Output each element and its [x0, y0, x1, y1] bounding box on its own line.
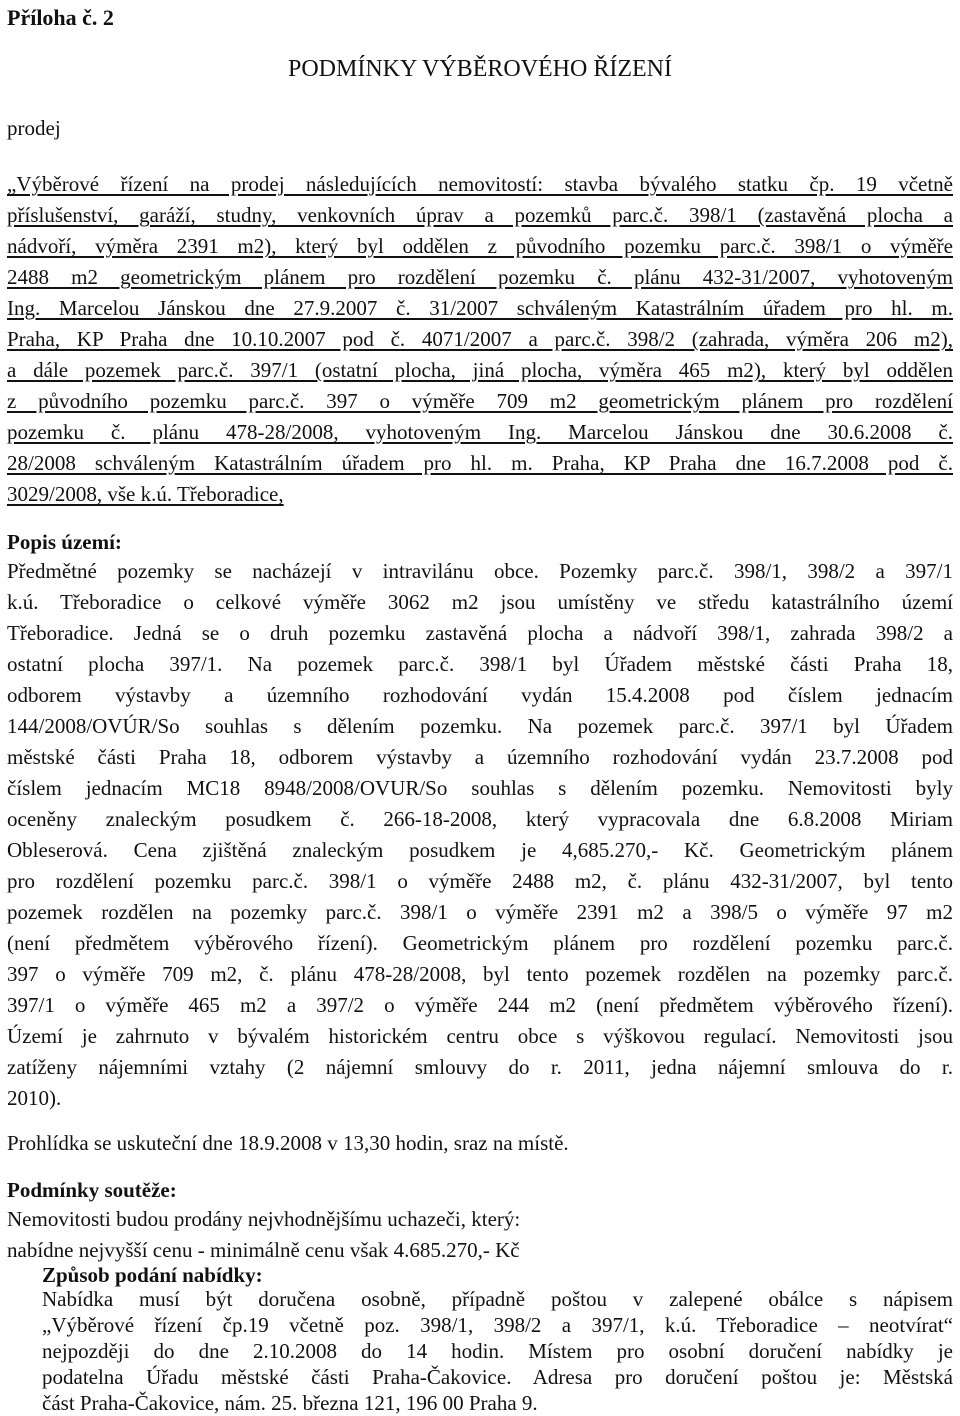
- submission-line: „Výběrové řízení čp.19 včetně poz. 398/1, 398/2 a 397/1, k.ú. Třeboradice – neotvírat“: [42, 1313, 953, 1337]
- area-line: Obleserová. Cena zjištěná znaleckým posudkem je 4,685.270,- Kč. Geometrickým plánem: [7, 838, 953, 862]
- area-line: Území je zahrnuto v bývalém historickém centru obce s výškovou regulací. Nemovitosti jsou: [7, 1024, 953, 1048]
- subject-line: 28/2008 schváleným Katastrálním úřadem pro hl. m. Praha, KP Praha dne 16.7.2008 pod č.: [7, 451, 953, 475]
- area-line: oceněny znaleckým posudkem č. 266-18-2008, který vypracovala dne 6.8.2008 Miriam: [7, 807, 953, 831]
- subject-line: pozemku č. plánu 478-28/2008, vyhotoveným Ing. Marcelou Jánskou dne 30.6.2008 č.: [7, 420, 953, 444]
- area-line: pozemek rozdělen na pozemky parc.č. 398/1 o výměře 2391 m2 a 398/5 o výměře 97 m2: [7, 900, 953, 924]
- conditions-heading: Podmínky soutěže:: [7, 1178, 177, 1202]
- area-line: k.ú. Třeboradice o celkové výměře 3062 m2 jsou umístěny ve středu katastrálního území: [7, 590, 953, 614]
- area-line: odborem výstavby a územního rozhodování vydán 15.4.2008 pod číslem jednacím: [7, 683, 953, 707]
- area-heading: Popis území:: [7, 530, 122, 554]
- area-line: 2010).: [7, 1086, 62, 1110]
- attachment-label: Příloha č. 2: [7, 5, 114, 30]
- submission-line: Nabídka musí být doručena osobně, případně poštou v zalepené obálce s nápisem: [42, 1287, 953, 1311]
- conditions-line: nabídne nejvyšší cenu - minimálně cenu však 4.685.270,- Kč: [7, 1238, 520, 1262]
- area-line: Třeboradice. Jedná se o druh pozemku zastavěná plocha a nádvoří 398/1, zahrada 398/2 a: [7, 621, 953, 645]
- area-line: zatíženy nájemními vztahy (2 nájemní smlouvy do r. 2011, jedna nájemní smlouva do r.: [7, 1055, 953, 1079]
- submission-line: část Praha-Čakovice, nám. 25. března 121, 196 00 Praha 9.: [42, 1391, 538, 1415]
- subject-line: 3029/2008, vše k.ú. Třeboradice,: [7, 482, 284, 506]
- area-line: 144/2008/OVÚR/So souhlas s dělením pozemku. Na pozemek parc.č. 397/1 byl Úřadem: [7, 714, 953, 738]
- subject-line: příslušenství, garáží, studny, venkovních úprav a pozemků parc.č. 398/1 (zastavěná plocha a: [7, 203, 953, 227]
- subject-line: Ing. Marcelou Jánskou dne 27.9.2007 č. 31/2007 schváleným Katastrálním úřadem pro hl. m.: [7, 296, 953, 320]
- subject-line: nádvoří, výměra 2391 m2), který byl oddělen z původního pozemku parc.č. 398/1 o výměře: [7, 234, 953, 258]
- conditions-line: Nemovitosti budou prodány nejvhodnějšímu uchazeči, který:: [7, 1207, 521, 1231]
- subject-line: „Výběrové řízení na prodej následujících nemovitostí: stavba bývalého statku čp. 19 včetně: [7, 172, 953, 196]
- document-title: PODMÍNKY VÝBĚROVÉHO ŘÍZENÍ: [288, 56, 672, 82]
- subject-line: Praha, KP Praha dne 10.10.2007 pod č. 4071/2007 a parc.č. 398/2 (zahrada, výměra 206 m2),: [7, 327, 953, 351]
- area-line: číslem jednacím MC18 8948/2008/OVUR/So souhlas s dělením pozemku. Nemovitosti byly: [7, 776, 953, 800]
- area-line: 397/1 o výměře 465 m2 a 397/2 o výměře 244 m2 (není předmětem výběrového řízení).: [7, 993, 953, 1017]
- area-line: městské části Praha 18, odborem výstavby a územního rozhodování vydán 23.7.2008 pod: [7, 745, 953, 769]
- submission-heading: Způsob podání nabídky:: [42, 1263, 263, 1287]
- subject-line: 2488 m2 geometrickým plánem pro rozdělení pozemku č. plánu 432-31/2007, vyhotoveným: [7, 265, 953, 289]
- subject-line: a dále pozemek parc.č. 397/1 (ostatní plocha, jiná plocha, výměra 465 m2), který byl oddělen: [7, 358, 953, 382]
- area-line: 397 o výměře 709 m2, č. plánu 478-28/2008, byl tento pozemek rozdělen na pozemky parc.č.: [7, 962, 953, 986]
- area-line: ostatní plocha 397/1. Na pozemek parc.č. 398/1 byl Úřadem městské části Praha 18,: [7, 652, 953, 676]
- submission-line: nejpozději do dne 2.10.2008 do 14 hodin. Místem pro osobní doručení nabídky je: [42, 1339, 953, 1363]
- subject-line: z původního pozemku parc.č. 397 o výměře 709 m2 geometrickým plánem pro rozdělení: [7, 389, 953, 413]
- area-line: (není předmětem výběrového řízení). Geometrickým plánem pro rozdělení pozemku parc.č.: [7, 931, 953, 955]
- area-line: pro rozdělení pozemku parc.č. 398/1 o výměře 2488 m2, č. plánu 432-31/2007, byl tento: [7, 869, 953, 893]
- area-line: Předmětné pozemky se nacházejí v intravilánu obce. Pozemky parc.č. 398/1, 398/2 a 397/1: [7, 559, 953, 583]
- sale-type-label: prodej: [7, 116, 61, 140]
- submission-line: podatelna Úřadu městské části Praha-Čakovice. Adresa pro doručení poštou je: Městská: [42, 1365, 953, 1389]
- inspection-text: Prohlídka se uskuteční dne 18.9.2008 v 13,30 hodin, sraz na místě.: [7, 1131, 569, 1155]
